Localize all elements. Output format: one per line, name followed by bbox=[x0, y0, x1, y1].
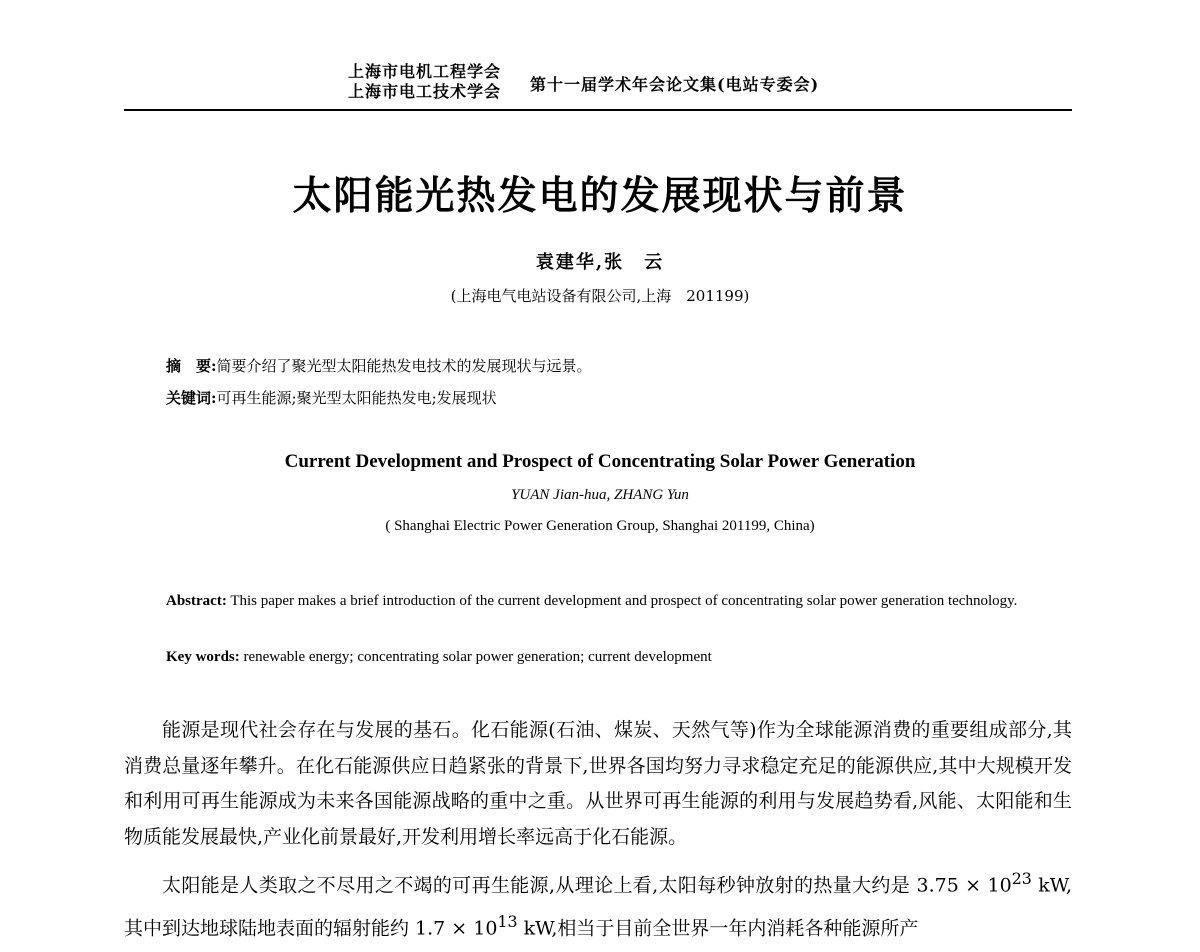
abstract-label-en: Abstract: bbox=[166, 593, 227, 609]
paper-title-cn: 太阳能光热发电的发展现状与前景 bbox=[292, 173, 908, 219]
keywords-en bbox=[166, 649, 712, 666]
para-2-part-a: 太阳能是人类取之不尽用之不竭的可再生能源,从理论上看,太阳每秒钟放射的热量大约是 3.75 × 10 bbox=[162, 874, 1012, 897]
society-2: 上海市电工技术学会 bbox=[348, 82, 502, 101]
keywords-text-en: renewable energy; concentrating solar power generation; current development bbox=[243, 649, 712, 665]
authors-en: YUAN Jian-hua, ZHANG Yun bbox=[511, 487, 689, 503]
paper-title-en: Current Development and Prospect of Concentrating Solar Power Generation bbox=[284, 451, 916, 472]
keywords-text-cn: 可再生能源;聚光型太阳能热发电;发展现状 bbox=[216, 389, 497, 407]
authors-cn: 袁建华,张 云 bbox=[535, 252, 665, 273]
keywords-label-cn: 关键词: bbox=[166, 389, 217, 407]
affiliation-en: ( Shanghai Electric Power Generation Group, Shanghai 201199, China) bbox=[385, 518, 815, 534]
para-2-part-b: kW,其中到达地球陆地表面的辐射能约 1.7 × 10 bbox=[124, 874, 1072, 940]
abstract-text-en: This paper makes a brief introduction of the current development and prospect of concentrating solar power generation technology. bbox=[230, 593, 1018, 609]
society-1: 上海市电机工程学会 bbox=[348, 62, 502, 81]
abstract-en bbox=[166, 585, 1046, 617]
keywords-cn bbox=[166, 387, 497, 408]
abstract-label-cn: 摘 要: bbox=[166, 357, 217, 375]
proceedings-title: 第十一届学术年会论文集(电站专委会) bbox=[530, 75, 820, 94]
affiliation-cn: (上海电气电站设备有限公司,上海 201199) bbox=[450, 287, 750, 305]
exponent-23: 23 bbox=[1011, 869, 1032, 888]
keywords-label-en: Key words: bbox=[166, 649, 240, 665]
header-rule bbox=[124, 109, 1072, 111]
para-2-part-c: kW,相当于目前全世界一年内消耗各种能源所产 bbox=[517, 917, 919, 940]
abstract-text-cn: 简要介绍了聚光型太阳能热发电技术的发展现状与远景。 bbox=[216, 357, 592, 375]
body-paragraph-1: 能源是现代社会存在与发展的基石。化石能源(石油、煤炭、天然气等)作为全球能源消费的重要组成部分,其消费总量逐年攀升。在化石能源供应日趋紧张的背景下,世界各国均努力寻求稳定充足的能源供应,其中大规模开发和利用可再生能源成为未来各国能源战略的重中之重。从世界可再生能源的利用与发展趋势看,风能、太阳能和生物质能发展最快,产业化前景最好,开发利用增长率远高于化石能源。 bbox=[124, 719, 1072, 848]
body-text bbox=[124, 713, 1072, 947]
abstract-cn bbox=[166, 355, 592, 376]
exponent-13: 13 bbox=[497, 911, 518, 931]
body-paragraph-2 bbox=[124, 861, 1072, 947]
header-societies bbox=[348, 62, 501, 102]
